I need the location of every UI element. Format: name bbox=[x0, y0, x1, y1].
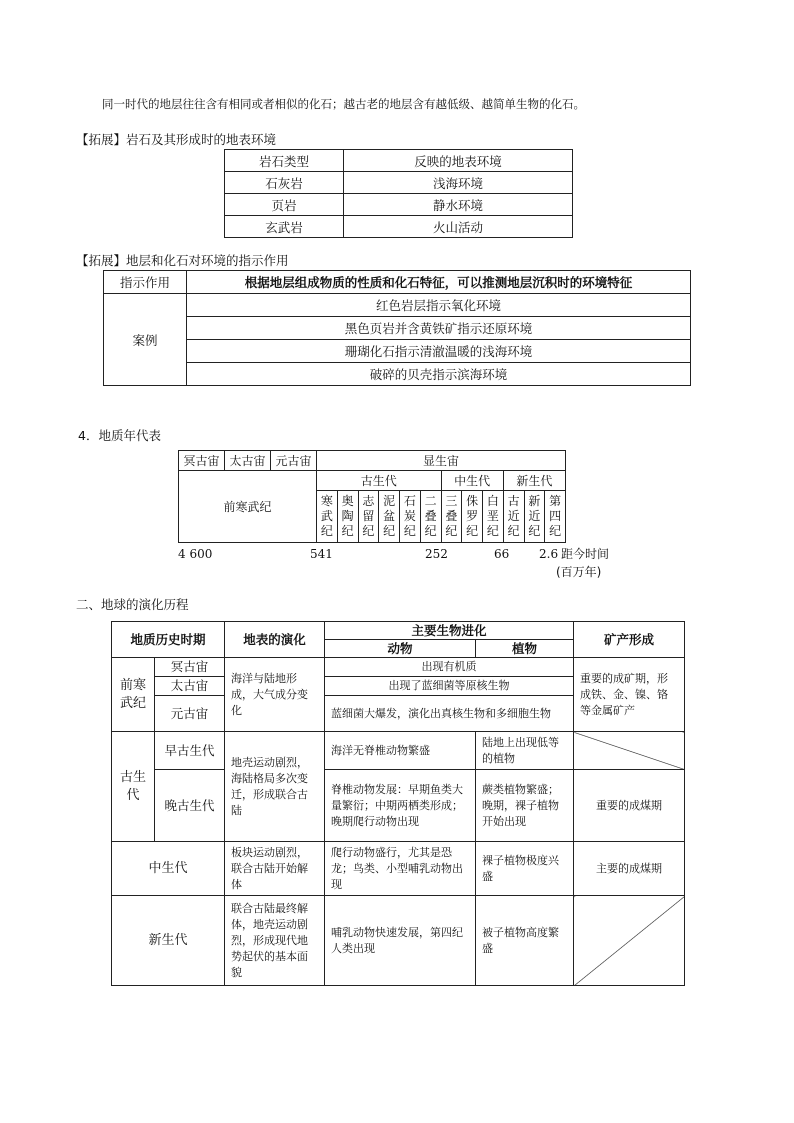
period-cell: 奥陶纪 bbox=[337, 491, 358, 543]
case-label: 案例 bbox=[104, 294, 187, 386]
mesozoic-animal: 爬行动物盛行，尤其是恐龙；鸟类、小型哺乳动物出现 bbox=[325, 842, 476, 896]
case-item: 破碎的贝壳指示滨海环境 bbox=[187, 363, 691, 386]
eon-hadean: 冥古宙 bbox=[179, 451, 225, 471]
era-mesozoic: 中生代 bbox=[441, 471, 503, 491]
bio-row-3: 蓝细菌大爆发，演化出真核生物和多细胞生物 bbox=[325, 696, 574, 732]
period-cell: 白垩纪 bbox=[483, 491, 504, 543]
tick-label: 66 bbox=[494, 547, 510, 561]
header-plant: 植物 bbox=[476, 640, 574, 658]
period-cell: 石炭纪 bbox=[400, 491, 421, 543]
paleozoic-surface: 地壳运动剧烈，海陆格局多次变迁，形成联合古陆 bbox=[225, 732, 325, 842]
axis-label: 距今时间 bbox=[561, 547, 610, 561]
case-item: 珊瑚化石指示清澈温暖的浅海环境 bbox=[187, 340, 691, 363]
rock-cell: 静水环境 bbox=[344, 194, 573, 216]
eon-phanerozoic: 显生宙 bbox=[317, 451, 566, 471]
bio-row-1: 出现有机质 bbox=[325, 658, 574, 677]
precambrian-surface: 海洋与陆地形成，大气成分变化 bbox=[225, 658, 325, 732]
case-item: 黑色页岩并含黄铁矿指示还原环境 bbox=[187, 317, 691, 340]
mesozoic-label: 中生代 bbox=[112, 842, 225, 896]
eon-proterozoic: 元古宙 bbox=[271, 451, 317, 471]
rock-cell: 页岩 bbox=[225, 194, 344, 216]
case-item: 红色岩层指示氧化环境 bbox=[187, 294, 691, 317]
period-cell: 古近纪 bbox=[503, 491, 524, 543]
cenozoic-label: 新生代 bbox=[112, 896, 225, 986]
late-plant: 蕨类植物繁盛；晚期，裸子植物开始出现 bbox=[476, 770, 574, 842]
precambrian-cell: 前寒武纪 bbox=[179, 471, 317, 543]
rock-header-env: 反映的地表环境 bbox=[344, 150, 573, 172]
cenozoic-surface: 联合古陆最终解体，地壳运动剧烈，形成现代地势起伏的基本面貌 bbox=[225, 896, 325, 986]
period-cell: 二叠纪 bbox=[420, 491, 441, 543]
early-paleozoic: 早古生代 bbox=[155, 732, 225, 770]
header-animal: 动物 bbox=[325, 640, 476, 658]
precambrian-mineral: 重要的成矿期，形成铁、金、镍、铬等金属矿产 bbox=[574, 658, 685, 732]
era-paleozoic: 古生代 bbox=[317, 471, 442, 491]
evolution-table bbox=[111, 621, 685, 986]
geo-time-title: 4．地质年代表 bbox=[78, 428, 161, 443]
rock-section-title: 【拓展】岩石及其形成时的地表环境 bbox=[76, 132, 277, 147]
early-animal: 海洋无脊椎动物繁盛 bbox=[325, 732, 476, 770]
table-row bbox=[225, 194, 573, 216]
rock-cell: 玄武岩 bbox=[225, 216, 344, 238]
period-cell: 三叠纪 bbox=[441, 491, 462, 543]
tick-label: 2.6 bbox=[539, 547, 559, 561]
cenozoic-plant: 被子植物高度繁盛 bbox=[476, 896, 574, 986]
rock-cell: 石灰岩 bbox=[225, 172, 344, 194]
header-surface: 地表的演化 bbox=[225, 622, 325, 658]
empty-diagonal-cell bbox=[574, 896, 685, 986]
tick-label: 4 600 bbox=[178, 547, 213, 561]
period-cell: 新近纪 bbox=[524, 491, 545, 543]
tick-label: 252 bbox=[425, 547, 448, 561]
period-cell: 侏罗纪 bbox=[462, 491, 483, 543]
eon-cell: 太古宙 bbox=[155, 677, 225, 696]
bio-row-2: 出现了蓝细菌等原核生物 bbox=[325, 677, 574, 696]
period-cell: 泥盆纪 bbox=[379, 491, 400, 543]
fossil-header-left: 指示作用 bbox=[104, 271, 187, 294]
early-plant: 陆地上出现低等的植物 bbox=[476, 732, 574, 770]
period-cell: 志留纪 bbox=[358, 491, 379, 543]
evolution-title: 二、地球的演化历程 bbox=[76, 597, 189, 612]
mesozoic-surface: 板块运动剧烈，联合古陆开始解体 bbox=[225, 842, 325, 896]
period-cell: 第四纪 bbox=[545, 491, 566, 543]
fossil-section-title: 【拓展】地层和化石对环境的指示作用 bbox=[76, 253, 289, 268]
fossil-table bbox=[103, 270, 691, 386]
rock-table bbox=[224, 149, 573, 238]
late-mineral: 重要的成煤期 bbox=[574, 770, 685, 842]
geo-time-table bbox=[178, 450, 566, 543]
table-row bbox=[225, 216, 573, 238]
header-mineral: 矿产形成 bbox=[574, 622, 685, 658]
eon-archean: 太古宙 bbox=[225, 451, 271, 471]
late-animal: 脊椎动物发展：早期鱼类大量繁衍；中期两栖类形成；晚期爬行动物出现 bbox=[325, 770, 476, 842]
eon-cell: 元古宙 bbox=[155, 696, 225, 732]
paleozoic-label: 古生代 bbox=[112, 732, 155, 842]
intro-line: 同一时代的地层往往含有相同或者相似的化石；越古老的地层含有越低级、越简单生物的化石。 bbox=[102, 97, 585, 111]
eon-cell: 冥古宙 bbox=[155, 658, 225, 677]
mesozoic-plant: 裸子植物极度兴盛 bbox=[476, 842, 574, 896]
header-bio: 主要生物进化 bbox=[325, 622, 574, 640]
header-period: 地质历史时期 bbox=[112, 622, 225, 658]
period-cell: 寒武纪 bbox=[317, 491, 338, 543]
axis-unit: (百万年) bbox=[556, 565, 602, 579]
rock-cell: 火山活动 bbox=[344, 216, 573, 238]
table-row bbox=[225, 172, 573, 194]
tick-label: 541 bbox=[310, 547, 333, 561]
empty-diagonal-cell bbox=[574, 732, 685, 770]
mesozoic-mineral: 主要的成煤期 bbox=[574, 842, 685, 896]
rock-header-type: 岩石类型 bbox=[225, 150, 344, 172]
cenozoic-animal: 哺乳动物快速发展，第四纪人类出现 bbox=[325, 896, 476, 986]
precambrian-label: 前寒武纪 bbox=[112, 658, 155, 732]
rock-cell: 浅海环境 bbox=[344, 172, 573, 194]
late-paleozoic: 晚古生代 bbox=[155, 770, 225, 842]
era-cenozoic: 新生代 bbox=[503, 471, 565, 491]
fossil-header-right: 根据地层组成物质的性质和化石特征，可以推测地层沉积时的环境特征 bbox=[187, 271, 691, 294]
